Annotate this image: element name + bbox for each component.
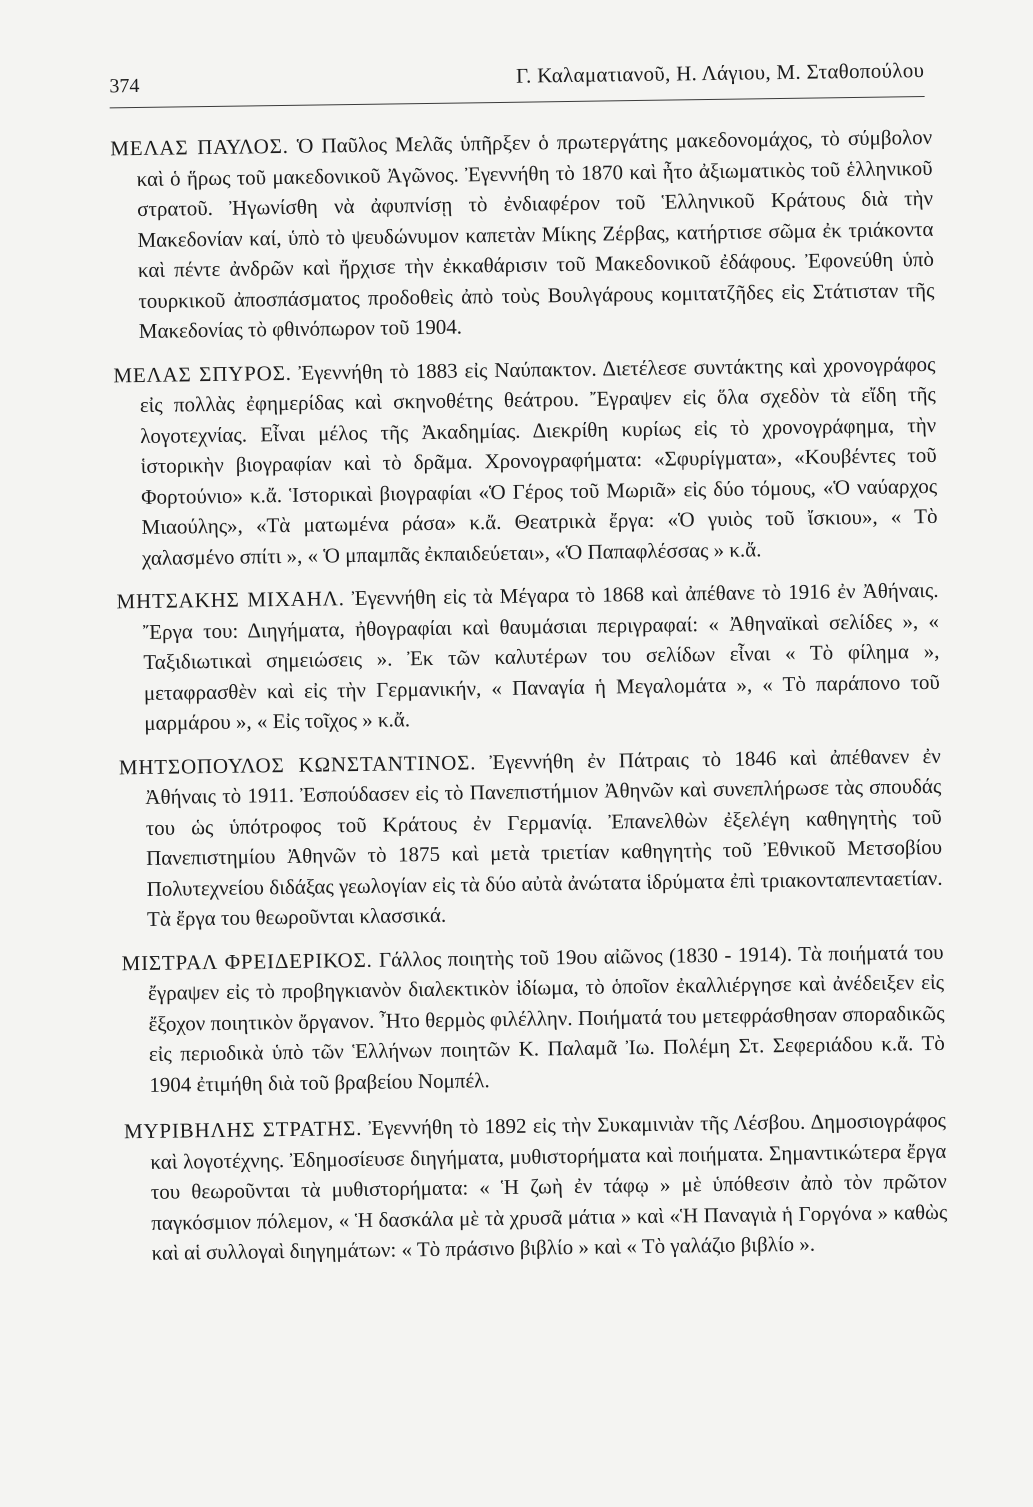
entry-text: Ἐγεννήθη τὸ 1883 εἰς Ναύπακτον. Διετέλεσε συντάκτης καὶ χρονογράφος εἰς πολλὰς ἐφημερίδας καὶ σκηνοθέτης θεάτρου. Ἔγραψεν εἰς ὅλα σχεδὸν τὰ εἴδη τῆς λογοτεχνίας. Εἶναι μέλος τῆς Ἀκαδημίας. Διεκρίθη κυρίως εἰς τὸ χρονογράφημα, τὴν ἱστορικὴν βιογραφίαν καὶ τὸ δρᾶμα. Χρονογραφήματα: «Σφυρίγματα», «Κουβέντες τοῦ Φορτούνιο» κ.ἄ. Ἱστορικαὶ βιογραφίαι «Ὁ Γέρος τοῦ Μωριᾶ» εἰς δύο τόμους, «Ὁ ναύαρχος Μιαούλης», «Τὰ ματωμένα ράσα» κ.ἄ. Θεατρικὰ ἔργα: «Ὁ γυιὸς τοῦ ἴσκιου», « Τὸ χαλασμένο σπίτι », « Ὁ μπαμπᾶς ἐκπαιδεύεται», «Ὁ Παπαφλέσσας » κ.ἄ. <box>139 351 938 570</box>
entry-name: ΜΗΤΣΑΚΗΣ ΜΙΧΑΗΛ. <box>116 586 345 614</box>
entry-name: ΜΙΣΤΡΑΛ ΦΡΕΙΔΕΡΙΚΟΣ. <box>121 947 373 975</box>
entry-mitsakis-michail <box>116 575 940 739</box>
entry-text: Ἐγεννήθη εἰς τὰ Μέγαρα τὸ 1868 καὶ ἀπέθανε τὸ 1916 ἐν Ἀθήναις. Ἔργα του: Διηγήματα, ἠθογραφίαι καὶ θαυμάσιαι περιγραφαί: « Ἀθηναϊκαὶ σελίδες », « Ταξιδιωτικαὶ σημειώσεις ». Ἐκ τῶν καλυτέρων του σελίδων εἶναι « Τὸ φίλημα », μεταφρασθὲν καὶ εἰς τὴν Γερμανικήν, « Παναγία ἡ Μεγαλομάτα », « Τὸ παράπονο τοῦ μαρμάρου », « Εἰς τοῖχος » κ.ἄ. <box>142 577 940 735</box>
page-number: 374 <box>109 74 140 98</box>
entry-text: Ἐγεννήθη τὸ 1892 εἰς τὴν Συκαμινιὰν τῆς Λέσβου. Δημοσιογράφος καὶ λογοτέχνης. Ἐδημοσίευσε διηγήματα, μυθιστορήματα καὶ ποιήματα. Σημαντικώτερα ἔργα του θεωροῦνται τὰ μυθιστορήματα: « Ἡ ζωὴ ἐν τάφῳ » μὲ ὑπόθεσιν ἀπὸ τὸν πρῶτον παγκόσμιον πόλεμον, « Ἡ δασκάλα μὲ τὰ χρυσᾶ μάτια » καὶ «Ἡ Παναγιὰ ἡ Γοργόνα » καθὼς καὶ αἱ συλλογαὶ διηγημάτων: « Τὸ πράσινο βιβλίο » καὶ « Τὸ γαλάζιο βιβλίο ». <box>150 1107 948 1265</box>
entry-melas-spyros <box>113 348 938 573</box>
entry-text: Ὁ Παῦλος Μελᾶς ὑπῆρξεν ὁ πρωτεργάτης μακεδονομάχος, τὸ σύμβολον καὶ ὁ ἥρως τοῦ μακεδονικοῦ Ἀγῶνος. Ἐγεννήθη τὸ 1870 καὶ ἦτο ἀξιωματικὸς τοῦ ἑλληνικοῦ στρατοῦ. Ἠγωνίσθη νὰ ἀφυπνίσῃ τὸ ἐνδιαφέρον τοῦ Ἑλληνικοῦ Κράτους διὰ τὴν Μακεδονίαν καί, ὑπὸ τὸ ψευδώνυμον καπετὰν Μίκης Ζέρβας, κατήρτισε σῶμα ἐκ τριάκοντα καὶ πέντε ἀνδρῶν καὶ ἤρχισε τὴν ἐκκαθάρισιν τοῦ Μακεδονικοῦ ἐδάφους. Ἐφονεύθη ὑπὸ τουρκικοῦ ἀποσπάσματος προδοθεὶς ἀπὸ τοὺς Βουλγάρους κομιτατζῆδες εἰς Στάτισταν τῆς Μακεδονίας τὸ φθινόπωρον τοῦ 1904. <box>136 124 935 344</box>
entry-text: Ἐγεννήθη ἐν Πάτραις τὸ 1846 καὶ ἀπέθανεν ἐν Ἀθήναις τὸ 1911. Ἐσπούδασεν εἰς τὸ Πανεπιστήμιον Ἀθηνῶν καὶ συνεπλήρωσε τὰς σπουδάς του ὡς ὑπότροφος τοῦ Κράτους ἐν Γερμανίᾳ. Ἐπανελθὼν ἐξελέγη καθηγητὴς τοῦ Πανεπιστημίου Ἀθηνῶν τὸ 1875 καὶ μετὰ τριετίαν καθηγητὴς τοῦ Ἐθνικοῦ Μετσοβίου Πολυτεχνείου διδάξας γεωλογίαν εἰς τὰ δύο αὐτὰ ἀνώτατα ἱδρύματα ἐπὶ τριακονταπενταετίαν. Τὰ ἔργα του θεωροῦνται κλασσικά. <box>145 743 943 931</box>
entry-name: ΜΕΛΑΣ ΠΑΥΛΟΣ. <box>110 133 289 161</box>
entry-text: Γάλλος ποιητὴς τοῦ 19ου αἰῶνος (1830 - 1914). Τὰ ποιήματά του ἔγραψεν εἰς τὸ προβηγκιανὸν διαλεκτικὸν ἰδίωμα, τὸ ὁποῖον ἐκαλλιέργησε καὶ ἀνέδειξεν εἰς ἔξοχον ποιητικὸν ὄργανον. Ἦτο θερμὸς φιλέλλην. Ποιήματά του μετεφράσθησαν σποραδικῶς εἰς περιοδικὰ ὑπὸ τῶν Ἑλλήνων ποιητῶν Κ. Παλαμᾶ Ἰω. Πολέμη Στ. Σεφεριάδου κ.ἄ. Τὸ 1904 ἐτιμήθη διὰ τοῦ βραβείου Νομπέλ. <box>147 939 945 1097</box>
entry-name: ΜΕΛΑΣ ΣΠΥΡΟΣ. <box>113 360 292 387</box>
entry-name: ΜΗΤΣΟΠΟΥΛΟΣ ΚΩΝΣΤΑΝΤΙΝΟΣ. <box>118 749 477 779</box>
entry-melas-pavlos <box>110 122 935 347</box>
entry-myrivilis-stratis <box>124 1105 948 1269</box>
entry-mistral-freiderikos <box>121 936 945 1100</box>
page-header <box>109 56 924 101</box>
entries-list <box>110 122 948 1282</box>
entry-mitsopoulos-konstantinos <box>119 740 943 934</box>
entry-name: ΜΥΡΙΒΗΛΗΣ ΣΤΡΑΤΗΣ. <box>123 1115 363 1144</box>
running-head: Γ. Καλαματιανοῦ, Η. Λάγιου, Μ. Σταθοπούλου <box>515 58 925 88</box>
